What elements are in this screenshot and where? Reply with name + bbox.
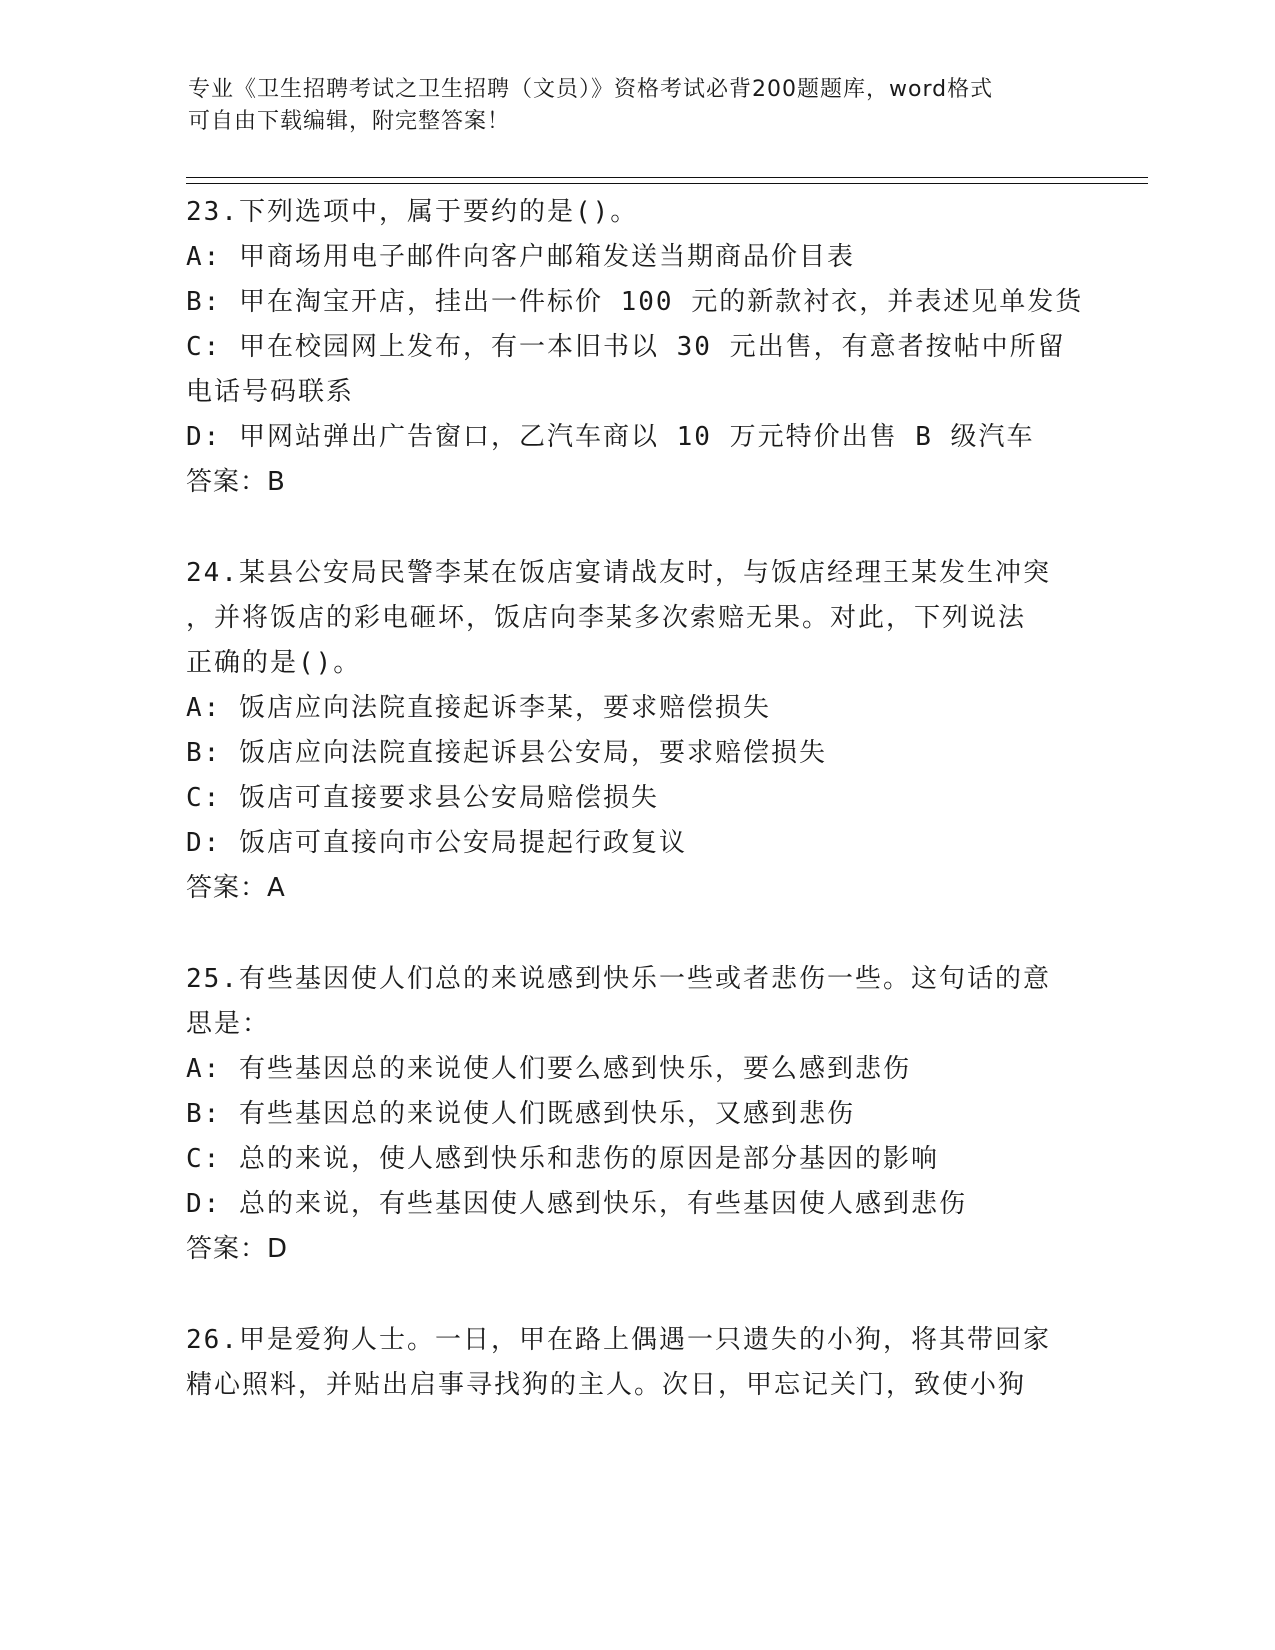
question-stem: 精心照料，并贴出启事寻找狗的主人。次日，甲忘记关门，致使小狗 [186, 1370, 1027, 1400]
answer-option: D: 饭店可直接向市公安局提起行政复议 [186, 828, 687, 858]
answer-option: C: 饭店可直接要求县公安局赔偿损失 [186, 783, 659, 813]
answer-option: C: 甲在校园网上发布，有一本旧书以 30 元出售，有意者按帖中所留 [186, 332, 1066, 362]
question-block [186, 190, 1084, 505]
question-stem: 23.下列选项中，属于要约的是()。 [186, 197, 639, 227]
question-block [186, 957, 1076, 1272]
question-stem: ，并将饭店的彩电砸坏，饭店向李某多次索赔无果。对此，下列说法 [186, 603, 1027, 633]
question-stem: 24.某县公安局民警李某在饭店宴请战友时，与饭店经理王某发生冲突 [186, 558, 1051, 588]
answer-option: C: 总的来说，使人感到快乐和悲伤的原因是部分基因的影响 [186, 1144, 939, 1174]
answer-key: 答案：B [186, 467, 286, 497]
answer-option: B: 饭店应向法院直接起诉县公安局，要求赔偿损失 [186, 738, 827, 768]
answer-option: A: 有些基因总的来说使人们要么感到快乐，要么感到悲伤 [186, 1054, 911, 1084]
question-block [186, 551, 1076, 911]
header-line-2: 可自由下载编辑，附完整答案！ [188, 109, 511, 134]
answer-option: D: 总的来说，有些基因使人感到快乐，有些基因使人感到悲伤 [186, 1189, 967, 1219]
answer-key: 答案：D [186, 1234, 289, 1264]
question-stem: 25.有些基因使人们总的来说感到快乐一些或者悲伤一些。这句话的意 [186, 964, 1051, 994]
answer-option: A: 甲商场用电子邮件向客户邮箱发送当期商品价目表 [186, 242, 855, 272]
answer-option: 电话号码联系 [186, 377, 355, 407]
header-line-1: 专业《卫生招聘考试之卫生招聘（文员）》资格考试必背200题题库，word格式 [188, 77, 994, 102]
answer-option: A: 饭店应向法院直接起诉李某，要求赔偿损失 [186, 693, 771, 723]
answer-option: D: 甲网站弹出广告窗口，乙汽车商以 10 万元特价出售 B 级汽车 [186, 422, 1035, 452]
question-stem: 思是： [186, 1009, 271, 1039]
answer-option: B: 甲在淘宝开店，挂出一件标价 100 元的新款衬衣，并表述见单发货 [186, 287, 1084, 317]
header-divider-bottom [186, 183, 1148, 184]
answer-option: B: 有些基因总的来说使人们既感到快乐，又感到悲伤 [186, 1099, 855, 1129]
document-header [188, 74, 1068, 138]
question-stem: 26.甲是爱狗人士。一日，甲在路上偶遇一只遗失的小狗，将其带回家 [186, 1325, 1051, 1355]
header-divider-top [186, 177, 1148, 178]
question-stem: 正确的是()。 [186, 648, 362, 678]
question-list [186, 190, 1084, 1408]
question-block [186, 1318, 1076, 1408]
answer-key: 答案：A [186, 873, 286, 903]
